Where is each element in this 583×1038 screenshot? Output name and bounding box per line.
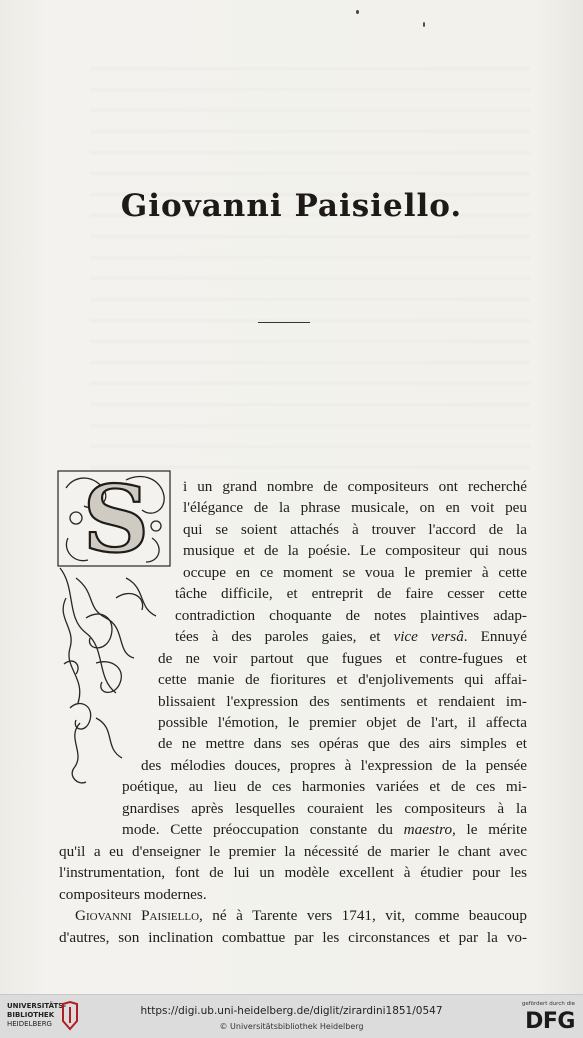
library-name-line: UNIVERSITÄTS- [7, 1002, 67, 1010]
funder-note: gefördert durch die [521, 1001, 575, 1007]
text-line: qu'il a eu d'enseigner le premier la nécessité de marier le chant avec [59, 842, 527, 860]
svg-text:S: S [82, 468, 150, 573]
text-line: l'instrumentation, font de lui un modèle excellent à étudier pour les [59, 864, 527, 882]
bleed-through-texture [90, 55, 530, 475]
text-line: compositeurs modernes. [59, 885, 207, 903]
text-line: blissaient l'expression des sentiments et rendaient im- [158, 692, 527, 710]
text-line: musique et de la poésie. Le compositeur qui nous [183, 542, 527, 560]
text-line: d'autres, son inclination combattue par les circonstances et par la vo- [59, 928, 527, 946]
text-line: de ne mettre dans ses opéras que des airs simples et [158, 735, 527, 753]
page-url-link[interactable]: https://digi.ub.uni-heidelberg.de/diglit/zirardini1851/0547 [140, 1005, 443, 1017]
copyright-notice: © Universitätsbibliothek Heidelberg [219, 1022, 364, 1031]
title-rule [258, 322, 310, 323]
text-line-para2 [59, 905, 527, 926]
body-text [59, 476, 527, 948]
text-line: tâche difficile, et entreprit de faire cesser cette [175, 585, 527, 603]
text-line: des mélodies douces, propres à l'expression de la pensée [141, 756, 527, 774]
viewer-footer [0, 994, 583, 1038]
ink-speck [356, 10, 359, 14]
page-title: Giovanni Paisiello. [120, 188, 463, 224]
text-line: qui se soient attachés à trouver l'accord de la [183, 520, 527, 538]
dfg-logo: DFG [525, 1009, 575, 1034]
italic-term: vice versâ [393, 628, 464, 646]
text-line: poétique, au lieu de ces harmonies variées et de ces mi- [122, 778, 527, 796]
text-line: de ne voir partout que fugues et contre-fugues et [158, 649, 527, 667]
text-line: possible l'émotion, le premier objet de l'art, il affecta [158, 713, 527, 731]
text-line: l'élégance de la phrase musicale, on en voit peu [183, 499, 527, 517]
text-line: gnardises après lesquelles couraient les compositeurs à la [122, 799, 527, 817]
library-name-line: HEIDELBERG [7, 1020, 52, 1028]
text-line: occupe en ce moment se voua le premier à cette [183, 563, 527, 581]
author-name: Giovanni Paisiello [75, 907, 200, 925]
text-line: i un grand nombre de compositeurs ont recherché [183, 478, 527, 495]
italic-term: maestro [403, 821, 453, 839]
text-line: cette manie de fioritures et d'enjolivements qui affai- [158, 671, 527, 689]
text-line: mode. Cette préoccupation constante du maestro, le mérite [122, 821, 527, 839]
text-fragment: , né à Tarente vers 1741, vit, comme beaucoup [199, 907, 527, 925]
library-name-line: BIBLIOTHEK [7, 1011, 55, 1019]
ink-speck [423, 22, 425, 27]
text-line: contradiction choquante de notes plaintives adap- [175, 606, 527, 624]
text-line: tées à des paroles gaies, et vice versâ. Ennuyé [175, 628, 527, 646]
